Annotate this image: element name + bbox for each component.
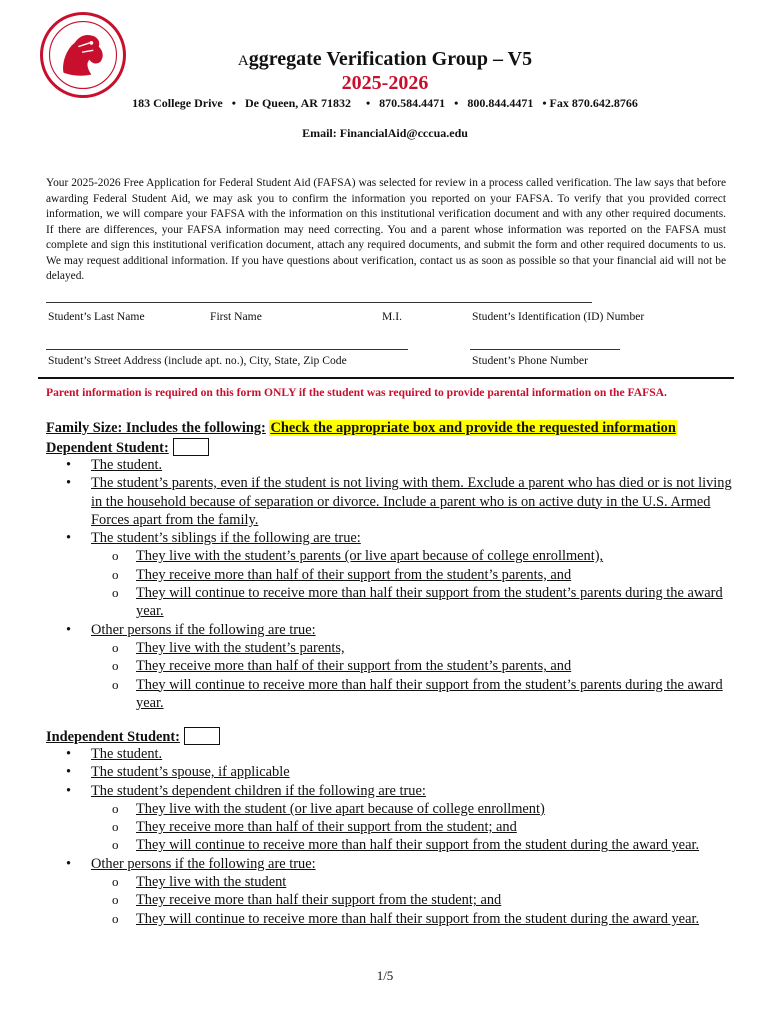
title-initial: A	[237, 53, 249, 69]
sub-list-item: o They will continue to receive more than half their support from the student during the award year.	[46, 836, 736, 854]
independent-student-label: Independent Student:	[46, 729, 180, 745]
list-item: • The student’s siblings if the following are true:	[46, 529, 736, 547]
family-size-title: Family Size: Includes the following:	[46, 420, 266, 436]
sub-list-item: o They receive more than half of their support from the student’s parents, and	[46, 657, 736, 675]
student-id-label: Student’s Identification (ID) Number	[472, 310, 645, 323]
independent-student-list	[46, 745, 736, 928]
phone-label: Student’s Phone Number	[472, 354, 588, 367]
mi-label: M.I.	[382, 310, 402, 323]
address-fill-line[interactable]	[46, 349, 408, 350]
sub-list-item: o They live with the student’s parents (or live apart because of college enrollment),	[46, 547, 736, 565]
independent-student-checkbox[interactable]	[184, 727, 220, 745]
list-item: • The student.	[46, 456, 736, 474]
intro-paragraph: Your 2025-2026 Free Application for Federal Student Aid (FAFSA) was selected for review in a process called verification. The law says that before awarding Federal Student Aid, we may ask you to confirm the information you reported on your FAFSA. To verify that you provided correct information, we will compare your FAFSA with the information on this institutional verification document and with any other required documents. If there are differences, your FAFSA information may need correcting. You and a parent whose information was reported on the FAFSA must complete and sign this institutional verification document, attach any required documents, and submit the form and other required documents to us. We may request additional information. If you have questions about verification, contact us as soon as possible so that your financial aid will not be delayed.	[46, 177, 726, 282]
page-number: 1/5	[376, 968, 394, 983]
sub-list-item: o They live with the student (or live apart because of college enrollment)	[46, 800, 736, 818]
list-item: • Other persons if the following are true:	[46, 855, 736, 873]
dependent-student-checkbox[interactable]	[173, 438, 209, 456]
sub-list-item: o They receive more than half of their support from the student’s parents, and	[46, 566, 736, 584]
family-size-heading	[46, 420, 677, 437]
dependent-student-row	[46, 438, 209, 457]
list-item: • The student’s parents, even if the student is not living with them. Exclude a parent who has died or is not living in the household because of separation or divorce. Include a parent who is on active duty in the U.S. Armed Forces apart from the family.	[46, 474, 736, 529]
address-label: Student’s Street Address (include apt. no.), City, State, Zip Code	[48, 354, 347, 367]
award-year: 2025-2026	[341, 72, 429, 94]
first-name-label: First Name	[210, 310, 262, 323]
list-item: • Other persons if the following are true:	[46, 621, 736, 639]
family-size-instruction: Check the appropriate box and provide the requested information	[270, 420, 676, 436]
email-line: Email: FinancialAid@cccua.edu	[302, 126, 468, 140]
dependent-student-list	[46, 456, 736, 712]
parent-info-note: Parent information is required on this form ONLY if the student was required to provide parental information on the FAFSA.	[46, 386, 667, 399]
sub-list-item: o They receive more than half their support from the student; and	[46, 891, 736, 909]
sub-list-item: o They live with the student’s parents,	[46, 639, 736, 657]
independent-student-row	[46, 727, 220, 746]
dependent-student-label: Dependent Student:	[46, 440, 169, 456]
list-item: • The student’s dependent children if the following are true:	[46, 782, 736, 800]
sub-list-item: o They receive more than half of their support from the student; and	[46, 818, 736, 836]
name-id-fill-line[interactable]	[46, 302, 592, 303]
contact-line: 183 College Drive • De Queen, AR 71832 • 870.584.4471 • 800.844.4471 • Fax 870.642.8766	[132, 96, 638, 110]
sub-list-item: o They will continue to receive more than half their support from the student’s parents during the award year.	[46, 584, 736, 621]
sub-list-item: o They will continue to receive more than half their support from the student’s parents during the award year.	[46, 676, 736, 713]
list-item: • The student.	[46, 745, 736, 763]
list-item: • The student’s spouse, if applicable	[46, 763, 736, 781]
section-divider	[38, 377, 734, 379]
sub-list-item: o They will continue to receive more than half their support from the student during the award year.	[46, 910, 736, 928]
title-text: ggregate Verification Group – V5	[248, 48, 533, 70]
last-name-label: Student’s Last Name	[48, 310, 145, 323]
form-title	[0, 48, 770, 71]
sub-list-item: o They live with the student	[46, 873, 736, 891]
phone-fill-line[interactable]	[470, 349, 620, 350]
